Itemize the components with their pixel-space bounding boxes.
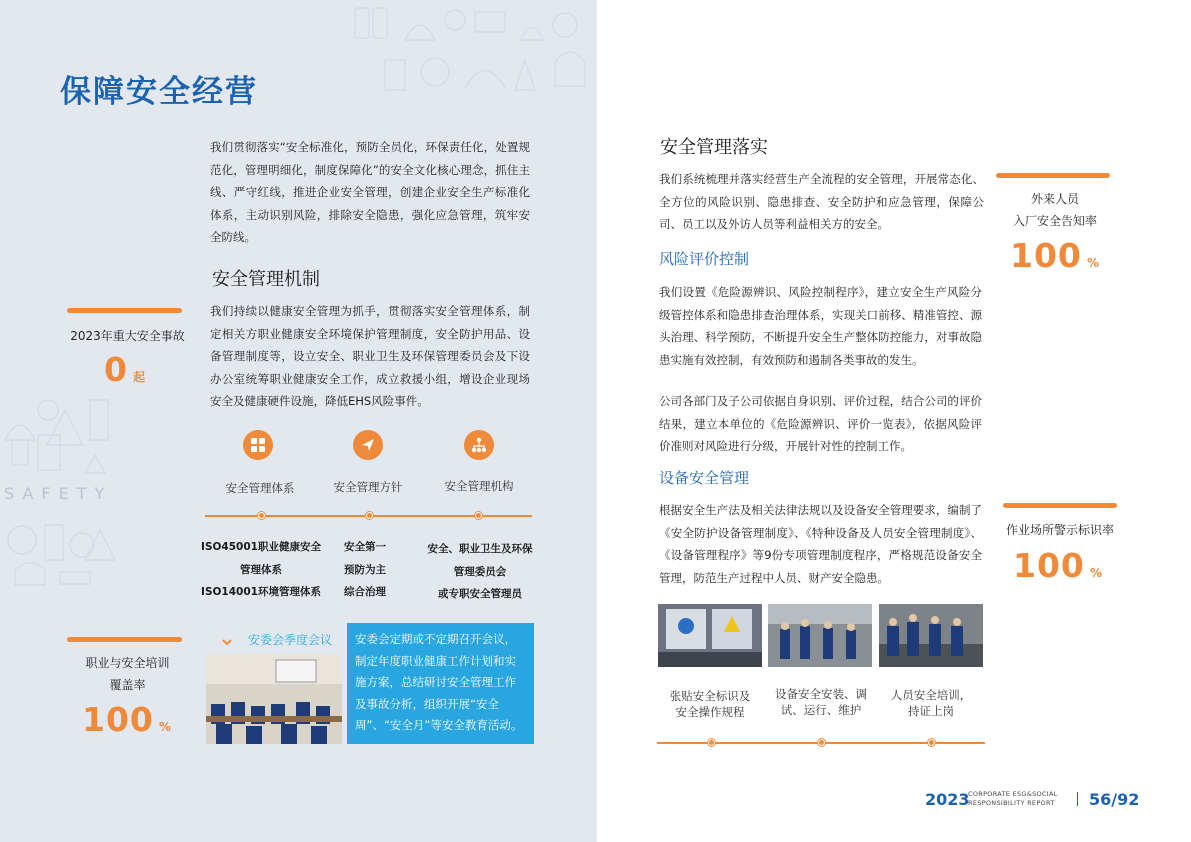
chevron-down-icon xyxy=(222,632,232,642)
page-title: 保障安全经营 xyxy=(60,74,258,110)
mechanism-heading: 安全管理机制 xyxy=(212,269,320,290)
risk-paragraph-1: 我们设置《危险源辨识、风险控制程序》，建立安全生产风险分级管控体系和隐患排查治理体系，实现关口前移、精准管控、源头治理、科学预防，不断提升安全生产整体防控能力，对事故隐患实施有效控制，有效预防和遏制各类事故的发生。 xyxy=(659,285,982,367)
stat-training xyxy=(82,700,171,739)
system-grid-icon xyxy=(243,430,273,460)
stat-value: 100 xyxy=(1013,546,1085,585)
icon-label-system: 安全管理体系 xyxy=(225,481,295,495)
stat-label-training: 职业与安全培训 覆盖率 xyxy=(85,656,170,692)
timeline-dot xyxy=(928,739,935,746)
equipment-installation-photo xyxy=(768,604,872,667)
equipment-heading: 设备安全管理 xyxy=(659,469,750,487)
protective-gear-illustration xyxy=(0,510,125,590)
timeline-dot xyxy=(475,512,482,519)
timeline-dot xyxy=(258,512,265,519)
stat-bar xyxy=(996,173,1110,178)
policy-arrow-icon xyxy=(353,430,383,460)
stat-value: 100 xyxy=(1010,236,1082,275)
implementation-heading: 安全管理落实 xyxy=(660,137,768,158)
column-policy: 安全第一 预防为主 综合治理 xyxy=(344,541,386,598)
meeting-title: 安委会季度会议 xyxy=(248,633,333,647)
footer-year: 2023 xyxy=(925,790,970,809)
caption-equipment: 设备安全安装、调 试、运行、维护 xyxy=(775,687,867,717)
intro-paragraph: 我们贯彻落实“安全标准化，预防全员化，环保责任化，处置规范化，管理明细化，制度保障化”的安全文化核心理念，抓住主线、严守红线，推进企业安全管理，创建企业安全生产标准化体系，主动识别风险，排除安全隐患，强化应急管理，筑牢安全防线。 xyxy=(210,140,530,244)
stat-label-accidents: 2023年重大安全事故 xyxy=(70,329,185,343)
risk-heading: 风险评价控制 xyxy=(659,250,750,268)
meeting-photo xyxy=(206,654,342,744)
stat-value: 0 xyxy=(104,350,128,389)
stat-unit: 起 xyxy=(133,370,146,384)
footer-separator xyxy=(1077,792,1078,806)
icon-label-policy: 安全管理方针 xyxy=(333,480,403,494)
caption-training: 人员安全培训， 持证上岗 xyxy=(890,688,972,718)
safety-equipment-illustration xyxy=(345,0,595,100)
icon-label-organization: 安全管理机构 xyxy=(444,479,514,493)
mechanism-paragraph: 我们持续以健康安全管理为抓手，贯彻落实安全管理体系，制定相关方职业健康安全环境保护管理制度，安全防护用品、设备管理制度等，设立安全、职业卫生及环保管理委员会及下设办公室统筹职业健康安全工作，成立救援小组，增设企业现场安全及健康硬件设施，降低EHS风险事件。 xyxy=(210,304,530,408)
column-system: ISO45001职业健康安全 管理体系 ISO14001环境管理体系 xyxy=(201,541,321,598)
risk-paragraph-2: 公司各部门及子公司依据自身识别、评价过程，结合公司的评价结果，建立本单位的《危险源辨识、评价一览表》，依据风险评价准则对风险进行分级，开展针对性的控制工作。 xyxy=(659,394,982,453)
caption-safety-signs: 张贴安全标识及 安全操作规程 xyxy=(669,689,751,719)
stat-label-visitors: 外来人员 入厂安全告知率 xyxy=(1012,192,1097,228)
stat-bar xyxy=(67,308,182,313)
timeline-dot xyxy=(818,739,825,746)
stat-accidents xyxy=(104,350,145,389)
safety-watermark-text: SAFETY xyxy=(4,484,113,503)
stat-value: 100 xyxy=(82,700,154,739)
staff-training-photo xyxy=(879,604,983,667)
page-number: 56/92 xyxy=(1089,790,1140,809)
stat-bar xyxy=(1003,503,1117,508)
equipment-paragraph: 根据安全生产法及相关法律法规以及设备安全管理要求，编制了《安全防护设备管理制度》、《特种设备及人员安全管理制度》、《设备管理程序》等9份专项管理制度程序，严格规范设备安全管理，防范生产过程中人员、财产安全隐患。 xyxy=(659,503,982,585)
safety-worker-illustration xyxy=(0,380,125,480)
stat-visitors xyxy=(1010,236,1099,275)
stat-bar xyxy=(67,637,182,642)
stat-unit: % xyxy=(1086,256,1100,270)
stat-unit: % xyxy=(158,720,172,734)
column-organization: 安全、职业卫生及环保 管理委员会 或专职安全管理员 xyxy=(427,543,533,600)
stat-unit: % xyxy=(1089,566,1103,580)
timeline-dot xyxy=(366,512,373,519)
stat-warning-signs xyxy=(1013,546,1102,585)
timeline-dot xyxy=(708,739,715,746)
meeting-description: 安委会定期或不定期召开会议，制定年度职业健康工作计划和实施方案，总结研讨安全管理工作及事故分析，组织开展“安全周”、“安全月”等安全教育活动。 xyxy=(347,623,534,744)
implementation-paragraph: 我们系统梳理并落实经营生产全流程的安全管理，开展常态化、全方位的风险识别、隐患排查、安全防护和应急管理，保障公司、员工以及外访人员等利益相关方的安全。 xyxy=(659,172,984,231)
organization-chart-icon xyxy=(464,430,494,460)
footer-report-name: CORPORATE ESG&SOCIAL RESPONSIBILITY REPORT xyxy=(968,790,1058,807)
stat-label-warning-signs: 作业场所警示标识率 xyxy=(1005,523,1114,537)
safety-signs-photo xyxy=(658,604,762,667)
